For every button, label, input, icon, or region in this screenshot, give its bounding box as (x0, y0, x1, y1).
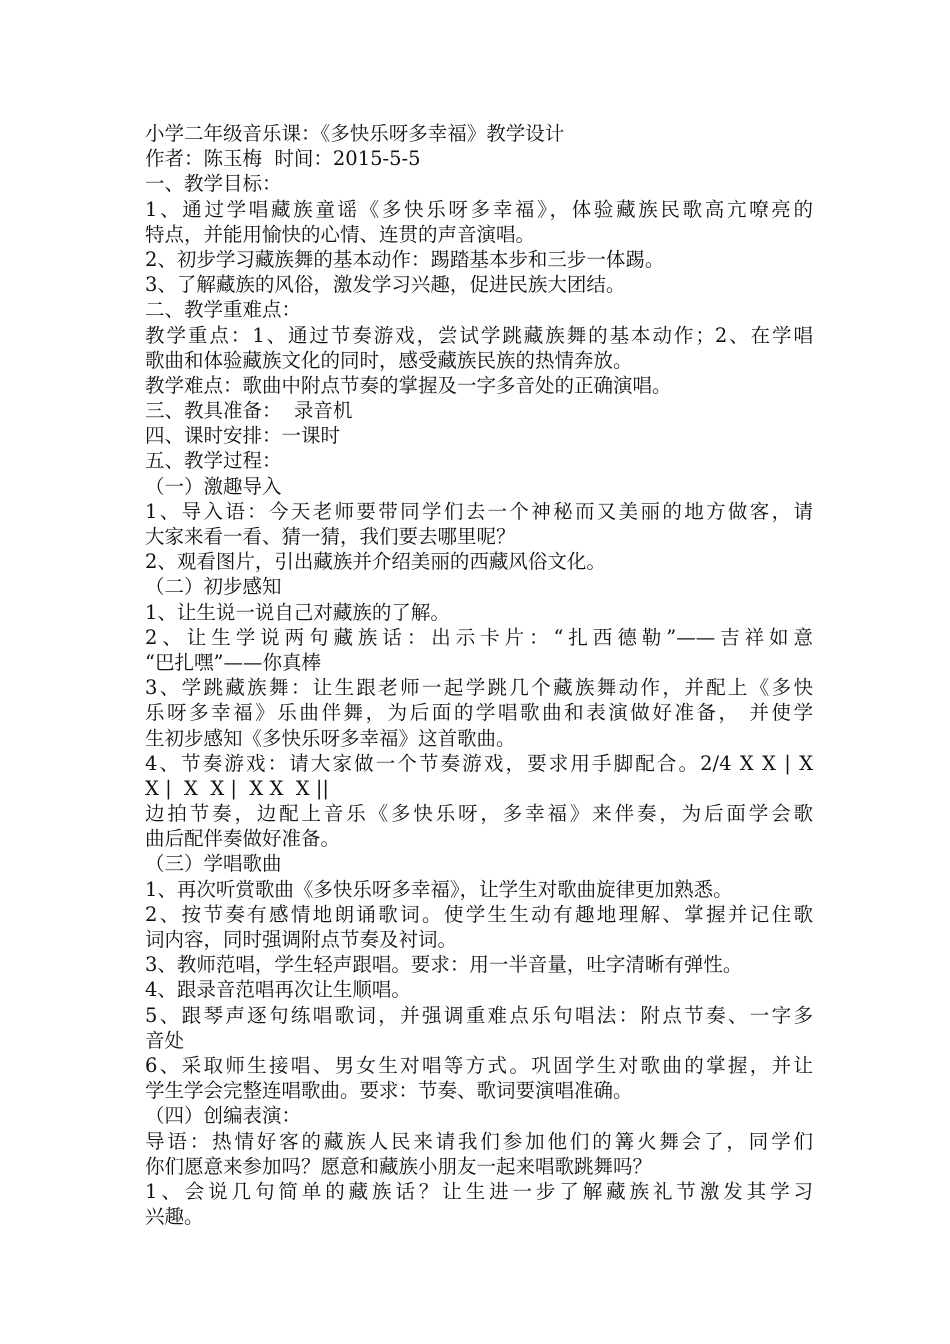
text-line: 2、让生学说两句藏族话：出示卡片：“扎西德勒”——吉祥如意 (145, 625, 813, 649)
text-line: 1、会说几句简单的藏族话？让生进一步了解藏族礼节激发其学习 (145, 1179, 813, 1203)
text-line: 学生学会完整连唱歌曲。要求：节奏、歌词要演唱准确。 (145, 1079, 633, 1103)
text-line: 1、通过学唱藏族童谣《多快乐呀多幸福》，体验藏族民歌高亢嘹亮的 (145, 197, 813, 221)
text-line: 3、了解藏族的风俗，激发学习兴趣，促进民族大团结。 (145, 273, 626, 297)
text-line: 5、跟琴声逐句练唱歌词，并强调重难点乐句唱法：附点节奏、一字多 (145, 1003, 813, 1027)
text-line: 教学难点：歌曲中附点节奏的掌握及一字多音处的正确演唱。 (145, 373, 672, 397)
text-line: 4、节奏游戏：请大家做一个节奏游戏，要求用手脚配合。2/4 X X | X (145, 751, 813, 775)
author-line: 作者：陈玉梅 时间：2015-5-5 (145, 147, 421, 171)
document-body (145, 121, 813, 1229)
text-line: X | X X | X X X || (145, 776, 329, 800)
text-line: 4、跟录音范唱再次让生顺唱。 (145, 978, 411, 1002)
section-heading: 三、教具准备： 录音机 (145, 399, 353, 423)
text-line: 1、再次听赏歌曲《多快乐呀多幸福》，让学生对歌曲旋律更加熟悉。 (145, 877, 733, 901)
text-line: 大家来看一看、猜一猜，我们要去哪里呢？ (145, 525, 516, 548)
text-line: 曲后配伴奏做好准备。 (145, 827, 341, 851)
text-line: 特点，并能用愉快的心情、连贯的声音演唱。 (145, 222, 536, 246)
text-line: 词内容，同时强调附点节奏及衬词。 (145, 928, 458, 951)
text-line: 你们愿意来参加吗？愿意和藏族小朋友一起来唱歌跳舞吗？ (145, 1154, 653, 1178)
subsection-heading: （三）学唱歌曲 (145, 852, 282, 876)
text-line: 1、导入语：今天老师要带同学们去一个神秘而又美丽的地方做客，请 (145, 499, 813, 523)
text-line: 边拍节奏，边配上音乐《多快乐呀，多幸福》来伴奏，为后面学会歌 (145, 802, 813, 826)
text-line: 歌曲和体验藏族文化的同时，感受藏族民族的热情奔放。 (145, 348, 633, 372)
section-heading: 四、课时安排：一课时 (145, 424, 341, 448)
text-line: 教学重点：1、通过节奏游戏，尝试学跳藏族舞的基本动作；2、在学唱 (145, 323, 813, 347)
text-line: 3、教师范唱，学生轻声跟唱。要求：用一半音量，吐字清晰有弹性。 (145, 953, 743, 977)
text-line: 兴趣。 (145, 1205, 204, 1229)
text-line: 2、初步学习藏族舞的基本动作：踢踏基本步和三步一体踢。 (145, 247, 665, 271)
text-line: 2、观看图片，引出藏族并介绍美丽的西藏风俗文化。 (145, 550, 606, 574)
text-line: 导语：热情好客的藏族人民来请我们参加他们的篝火舞会了，同学们 (145, 1129, 813, 1153)
subsection-heading: （一）激趣导入 (145, 474, 282, 498)
section-heading: 五、教学过程： (145, 449, 282, 473)
text-line: 6、采取师生接唱、男女生对唱等方式。巩固学生对歌曲的掌握，并让 (145, 1053, 813, 1077)
text-line: 3、学跳藏族舞：让生跟老师一起学跳几个藏族舞动作，并配上《多快 (145, 676, 813, 700)
text-line: 1、让生说一说自己对藏族的了解。 (145, 600, 450, 624)
text-line: 乐呀多幸福》乐曲伴舞，为后面的学唱歌曲和表演做好准备， 并使学 (145, 701, 813, 725)
section-heading: 一、教学目标： (145, 172, 282, 196)
subsection-heading: （二）初步感知 (145, 575, 282, 599)
section-heading: 二、教学重难点： (145, 298, 302, 322)
text-line: 2、按节奏有感情地朗诵歌词。使学生生动有趣地理解、掌握并记住歌 (145, 902, 813, 926)
text-line: “巴扎嘿”——你真棒 (145, 650, 321, 674)
text-line: 生初步感知《多快乐呀多幸福》这首歌曲。 (145, 726, 516, 750)
subsection-heading: （四）创编表演： (145, 1104, 302, 1128)
text-line: 音处 (145, 1028, 185, 1052)
document-title: 小学二年级音乐课：《多快乐呀多幸福》教学设计 (145, 122, 565, 145)
